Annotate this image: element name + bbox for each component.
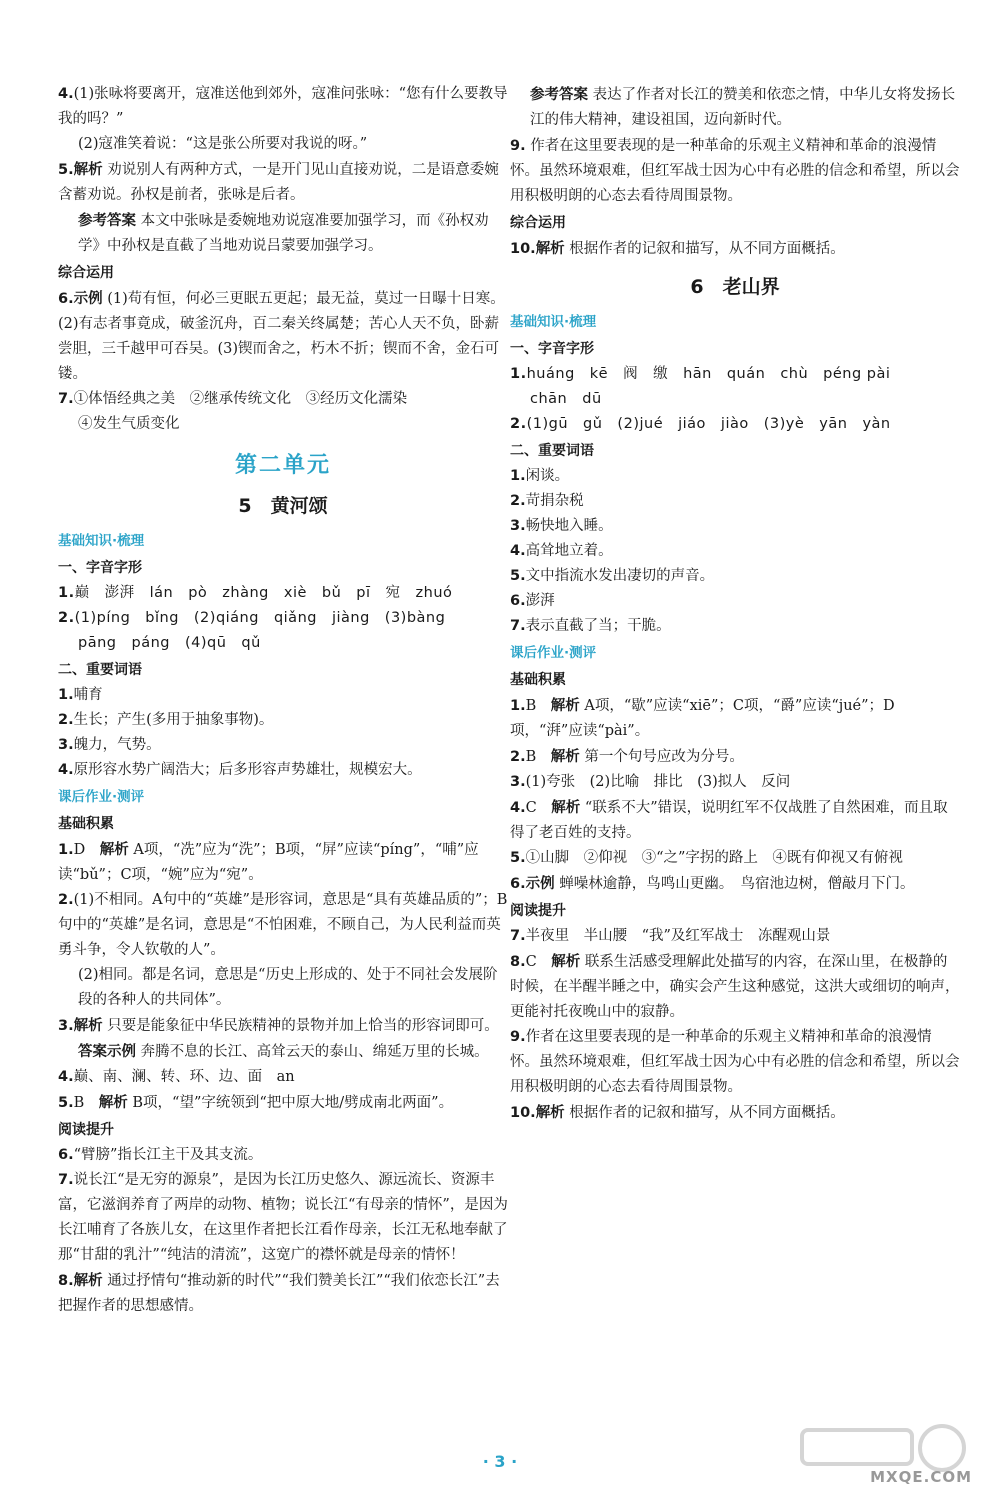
q6: 6.示例 (1)苟有恒，何必三更眠五更起；最无益，莫过一日曝十日寒。(2)有志者事竟成，破釜沉舟，百二秦关终属楚；苦心人天不负，卧薪尝胆，三千越甲可吞吴。(3)锲而舍之，朽木不折；锲而不舍，金石可镂。 (58, 290, 505, 382)
subsection-heading: 基础积累 (510, 672, 566, 688)
exercise-item: 3.(1)夸张 (2)比喻 排比 (3)拟人 反问 (510, 774, 791, 790)
word-item: 4.原形容水势广阔浩大；后多形容声势雄壮，规模宏大。 (58, 762, 422, 778)
exercise-item: 6.示例 蝉噪林逾静，鸟鸣山更幽。 鸟宿池边树，僧敲月下门。 (510, 875, 915, 892)
r10: 10.解析 根据作者的记叙和描写，从不同方面概括。 (510, 240, 845, 257)
exercise-item: 3.解析 只要是能象征中华民族精神的景物并加上恰当的形容词即可。 (58, 1017, 499, 1034)
word-item: 5.文中指流水发出凄切的声音。 (510, 568, 715, 584)
pinyin-item-2b: pāng páng (4)qū qǔ (78, 635, 261, 651)
exercise-item: 2.B 解析 第一个句号应改为分号。 (510, 748, 744, 765)
watermark-text: MXQE.COM (870, 1468, 972, 1486)
reading-item: 8.解析 通过抒情句“推动新的时代”“我们赞美长江”“我们依恋长江”去把握作者的思想感情。 (58, 1272, 500, 1314)
pinyin-item-2: 2.(1)gū gǔ (2)jué jiáo jiào (3)yè yān yàn (510, 416, 891, 432)
word-item: 1.闲谈。 (510, 468, 570, 484)
section-bar: 课后作业·测评 (58, 789, 145, 805)
section-heading: 综合运用 (58, 265, 114, 281)
subsection-heading: 阅读提升 (58, 1122, 114, 1138)
pinyin-item-2: 2.(1)píng bǐng (2)qiáng qiǎng jiàng (3)bàng (58, 610, 446, 626)
lesson-title: 5 黄河颂 (238, 495, 328, 517)
q5-answer: 参考答案 本文中张咏是委婉地劝说寇准要加强学习，而《孙权劝学》中孙权是直截了当地劝说吕蒙要加强学习。 (78, 212, 489, 254)
reading-item: 8.C 解析 联系生活感受理解此处描写的内容，在深山里，在极静的时候，在半醒半睡之中，确实会产生这种感觉，这洪大或细切的响声，更能衬托夜晚山中的寂静。 (510, 953, 960, 1020)
subsection-heading: 基础积累 (58, 816, 114, 832)
exercise-item: 4.巅、南、澜、转、环、边、面 an (58, 1069, 295, 1085)
exercise-item: 2.(1)不相同。A句中的“英雄”是形容词，意思是“具有英雄品质的”；B句中的“英雄”是名词，意思是“不怕困难，不顾自己，为人民利益而英勇斗争，令人钦敬的人”。 (58, 892, 508, 958)
word-item: 7.表示直截了当；干脆。 (510, 618, 671, 634)
word-item: 2.生长；产生(多用于抽象事物)。 (58, 712, 274, 728)
section-bar: 基础知识·梳理 (510, 314, 597, 330)
exercise-item: 5.①山脚 ②仰视 ③“之”字拐的路上 ④既有仰视又有俯视 (510, 850, 903, 866)
section-bar: 基础知识·梳理 (58, 533, 145, 549)
exercise-item: 答案示例 奔腾不息的长江、高耸云天的泰山、绵延万里的长城。 (78, 1043, 489, 1060)
q5: 5.解析 劝说别人有两种方式，一是开门见山直接劝说，二是语意委婉含蓄劝说。孙权是前者，张咏是后者。 (58, 161, 499, 203)
right-column (510, 82, 960, 1126)
exercise-item: 5.B 解析 B项，“望”字统领到“把中原大地/劈成南北两面”。 (58, 1094, 454, 1111)
subsection-heading: 阅读提升 (510, 903, 566, 919)
section-bar: 课后作业·测评 (510, 645, 597, 661)
word-item: 4.高耸地立着。 (510, 543, 613, 559)
left-column (58, 82, 508, 1319)
exercise-item: (2)相同。都是名词，意思是“历史上形成的、处于不同社会发展阶段的各种人的共同体”。 (78, 967, 498, 1008)
subsection-heading: 二、重要词语 (510, 443, 594, 459)
word-item: 3.畅快地入睡。 (510, 518, 613, 534)
subsection-heading: 二、重要词语 (58, 662, 142, 678)
q4: 4.(1)张咏将要离开，寇准送他到郊外，寇准问张咏：“您有什么要教导我的吗？” (58, 86, 508, 127)
reading-item: 9.作者在这里要表现的是一种革命的乐观主义精神和革命的浪漫情怀。虽然环境艰难，但红军战士因为心中有必胜的信念和希望，所以会用积极明朗的心态去看待周围景物。 (510, 1029, 960, 1095)
exercise-item: 4.C 解析 “联系不大”错误，说明红军不仅战胜了自然困难，而且取得了老百姓的支持。 (510, 799, 948, 841)
word-item: 2.苛捐杂税 (510, 493, 584, 509)
pinyin-item-1b: chān dū (530, 391, 602, 407)
word-item: 6.澎湃 (510, 593, 555, 609)
page-number: · 3 · (482, 1452, 518, 1471)
subsection-heading: 一、字音字形 (510, 341, 594, 357)
reading-item: 10.解析 根据作者的记叙和描写，从不同方面概括。 (510, 1104, 845, 1121)
unit-title: 第二单元 (234, 453, 331, 478)
word-item: 3.魄力，气势。 (58, 737, 161, 753)
r9: 9. 作者在这里要表现的是一种革命的乐观主义精神和革命的浪漫情怀。虽然环境艰难，但红军战士因为心中有必胜的信念和希望，所以会用积极明朗的心态去看待周围景物。 (510, 138, 960, 204)
word-item: 1.哺育 (58, 687, 103, 703)
q7b: ④发生气质变化 (78, 416, 180, 432)
reading-item: 7.说长江“是无穷的源泉”，是因为长江历史悠久、源远流长、资源丰富，它滋润养育了两岸的动物、植物；说长江“有母亲的情怀”，是因为长江哺育了各族儿女，在这里作者把长江看作母亲，长江无私地奉献了那“甘甜的乳汁”“纯洁的清流”，这宽广的襟怀就是母亲的情怀！ (58, 1172, 508, 1263)
pinyin-item-1: 1.巅 澎湃 lán pò zhàng xiè bǔ pī 宛 zhuó (58, 585, 453, 601)
reading-item: 7.半夜里 半山腰 “我”及红军战士 冻醒观山景 (510, 928, 831, 944)
exercise-item: 1.B 解析 A项，“歇”应读“xiē”；C项，“爵”应读“jué”；D项，“湃”应读“pài”。 (510, 697, 895, 739)
lesson-title: 6 老山界 (690, 276, 780, 298)
reading-item: 6.“臂膀”指长江主干及其支流。 (58, 1147, 263, 1163)
r8-answer: 参考答案 表达了作者对长江的赞美和依恋之情，中华儿女将发扬长江的伟大精神，建设祖国，迈向新时代。 (530, 86, 956, 128)
q4b: (2)寇准笑着说：“这是张公所要对我说的呀。” (78, 136, 368, 152)
exercise-item: 1.D 解析 A项，“冼”应为“洗”；B项，“屏”应读“píng”，“哺”应读“bǔ”；C项，“婉”应为“宛”。 (58, 841, 479, 883)
pinyin-item-1: 1.huáng kē 阀 缴 hān quán chù péng pài (510, 366, 891, 382)
q7: 7.①体悟经典之美 ②继承传统文化 ③经历文化濡染 (58, 391, 408, 407)
section-heading: 综合运用 (510, 215, 566, 231)
subsection-heading: 一、字音字形 (58, 560, 142, 576)
